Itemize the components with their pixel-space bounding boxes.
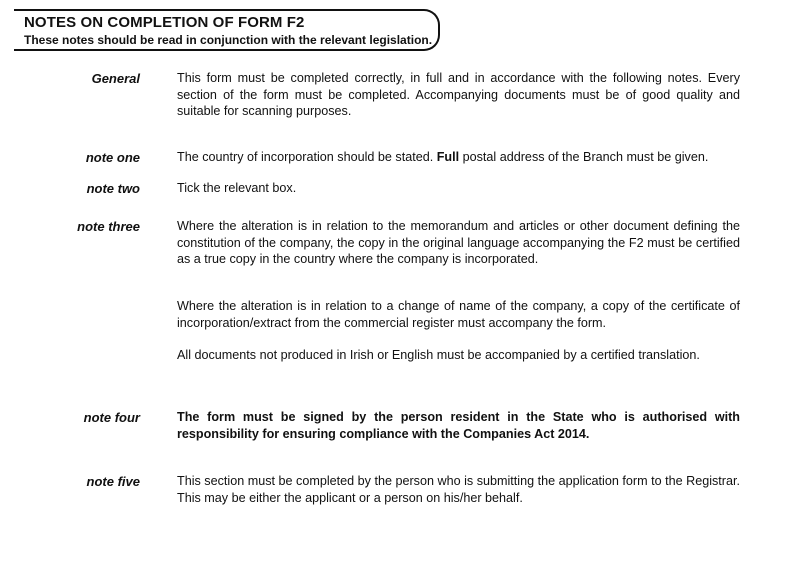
- note-text-one: [177, 149, 740, 166]
- note-text-three-p3: All documents not produced in Irish or English must be accompanied by a certified translation.: [177, 348, 700, 362]
- note-one-text-after: postal address of the Branch must be given.: [459, 150, 709, 164]
- page-title: NOTES ON COMPLETION OF FORM F2: [24, 14, 305, 31]
- note-text-two: Tick the relevant box.: [177, 181, 297, 195]
- note-label-one: note one: [85, 150, 140, 165]
- note-label-two: note two: [86, 181, 140, 196]
- note-text-four: The form must be signed by the person resident in the State who is authorised with responsibility for ensuring compliance with the Companies Act 2014.: [177, 410, 740, 441]
- note-label-three: note three: [77, 219, 140, 234]
- note-one-text-bold: Full: [436, 150, 460, 164]
- note-text-three-p2: Where the alteration is in relation to a change of name of the company, a copy of the certificate of incorporation/extract from the commercial register must accompany the form.: [177, 299, 740, 330]
- note-label-four: note four: [83, 410, 140, 425]
- note-text-three-p1: Where the alteration is in relation to the memorandum and articles or other document defining the constitution of the company, the copy in the original language accompanying the F2 must be certified as a true copy in the country where the company is incorporated.: [177, 219, 740, 266]
- note-label-general: General: [91, 71, 140, 86]
- page-subtitle: These notes should be read in conjunction with the relevant legislation.: [24, 33, 433, 47]
- note-one-text-before: The country of incorporation should be stated.: [177, 150, 437, 164]
- note-text-general: This form must be completed correctly, in full and in accordance with the following notes. Every section of the form must be completed. Accompanying documents must be of good quality and suitable for scanning purposes.: [177, 71, 740, 118]
- note-label-five: note five: [86, 474, 140, 489]
- note-text-five: This section must be completed by the person who is submitting the application form to the Registrar. This may be either the applicant or a person on his/her behalf.: [177, 474, 740, 505]
